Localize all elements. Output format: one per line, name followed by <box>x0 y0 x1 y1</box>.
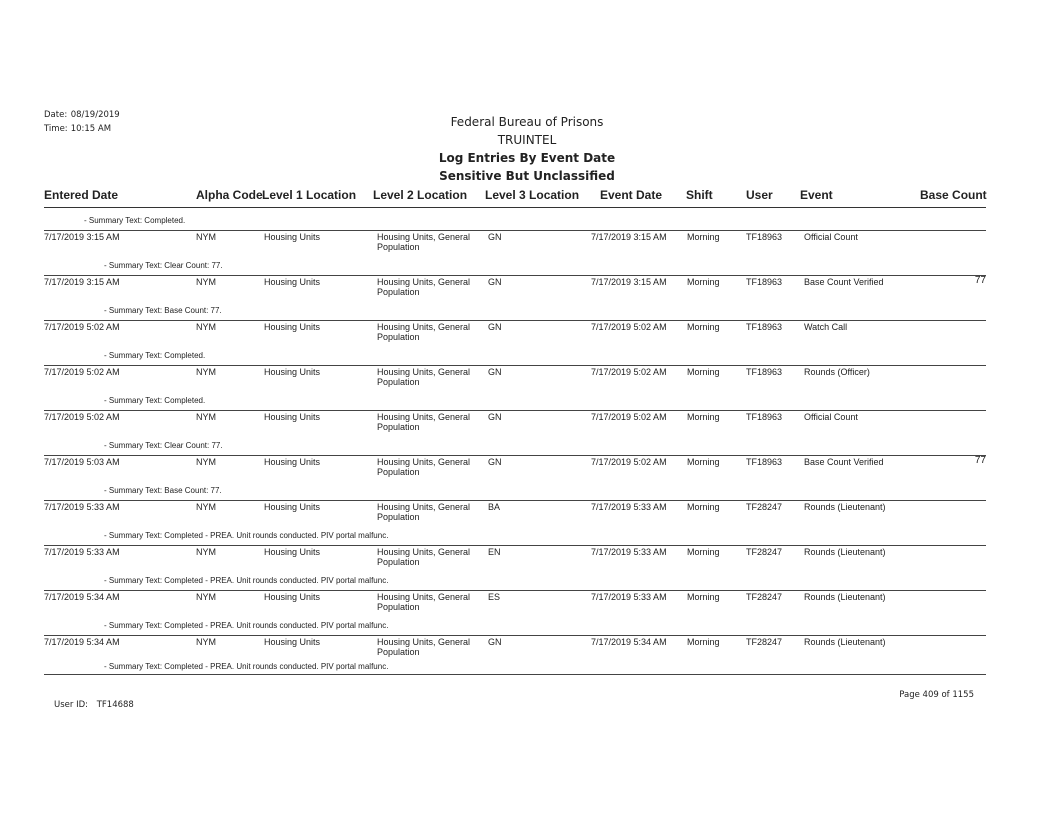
table-row <box>44 261 986 307</box>
base-count-cell: 77 <box>974 455 986 466</box>
summary-text: - Summary Text: Completed. <box>104 396 206 405</box>
col-level2: Level 2 Location <box>373 188 468 202</box>
user-cell: TF18963 <box>746 367 783 377</box>
alpha-code-cell: NYM <box>196 637 216 647</box>
shift-cell: Morning <box>687 322 720 332</box>
level1-cell: Housing Units <box>264 277 321 287</box>
entered-date-cell: 7/17/2019 5:34 AM <box>44 637 120 647</box>
event-cell: Official Count <box>804 232 858 242</box>
level3-cell: GN <box>488 277 502 287</box>
event-cell: Rounds (Lieutenant) <box>804 547 886 557</box>
summary-text: - Summary Text: Clear Count: 77. <box>104 441 223 450</box>
event-date-cell: 7/17/2019 5:33 AM <box>591 592 667 602</box>
user-id-value: TF14688 <box>96 700 134 710</box>
event-date-cell: 7/17/2019 5:33 AM <box>591 502 667 512</box>
entered-date-cell: 7/17/2019 5:02 AM <box>44 367 120 377</box>
col-event-date: Event Date <box>600 188 663 202</box>
entered-date-cell: 7/17/2019 3:15 AM <box>44 232 120 242</box>
user-cell: TF18963 <box>746 277 783 287</box>
report-title: Log Entries By Event Date <box>438 151 616 165</box>
alpha-code-cell: NYM <box>196 412 216 422</box>
level2-cell: Housing Units, General Population <box>377 547 471 567</box>
alpha-code-cell: NYM <box>196 232 216 242</box>
level1-cell: Housing Units <box>264 412 321 422</box>
user-cell: TF28247 <box>746 547 783 557</box>
shift-cell: Morning <box>687 592 720 602</box>
summary-text: - Summary Text: Base Count: 77. <box>104 486 222 495</box>
user-cell: TF28247 <box>746 592 783 602</box>
shift-cell: Morning <box>687 457 720 467</box>
level1-cell: Housing Units <box>264 322 321 332</box>
table-row <box>44 621 986 667</box>
summary-text: - Summary Text: Completed - PREA. Unit rounds conducted. PIV portal malfunc. <box>104 531 389 540</box>
level3-cell: BA <box>488 502 501 512</box>
event-date-cell: 7/17/2019 3:15 AM <box>591 232 667 242</box>
event-cell: Rounds (Officer) <box>804 367 870 377</box>
table-row <box>44 396 986 442</box>
row-rule <box>44 455 986 456</box>
level1-cell: Housing Units <box>264 592 321 602</box>
user-cell: TF18963 <box>746 322 783 332</box>
table-row <box>44 531 986 577</box>
table-row <box>44 216 986 262</box>
row-rule <box>44 320 986 321</box>
row-rule <box>44 365 986 366</box>
date-value: 08/19/2019 <box>70 110 120 120</box>
entered-date-cell: 7/17/2019 5:02 AM <box>44 412 120 422</box>
org-title: Federal Bureau of Prisons <box>450 115 604 129</box>
event-date-cell: 7/17/2019 5:02 AM <box>591 412 667 422</box>
col-level3: Level 3 Location <box>485 188 580 202</box>
table-row <box>44 306 986 352</box>
alpha-code-cell: NYM <box>196 322 216 332</box>
page-number: Page 409 of 1155 <box>899 690 974 700</box>
row-rule <box>44 590 986 591</box>
shift-cell: Morning <box>687 277 720 287</box>
base-count-cell: 77 <box>974 275 986 286</box>
table-row <box>44 576 986 622</box>
level2-cell: Housing Units, General Population <box>377 367 471 387</box>
col-event: Event <box>800 188 833 202</box>
level1-cell: Housing Units <box>264 457 321 467</box>
user-cell: TF18963 <box>746 412 783 422</box>
system-title: TRUINTEL <box>497 133 557 147</box>
event-cell: Official Count <box>804 412 858 422</box>
user-cell: TF28247 <box>746 502 783 512</box>
level3-cell: GN <box>488 412 502 422</box>
event-date-cell: 7/17/2019 5:34 AM <box>591 637 667 647</box>
shift-cell: Morning <box>687 637 720 647</box>
shift-cell: Morning <box>687 547 720 557</box>
report-date <box>44 110 120 120</box>
entered-date-cell: 7/17/2019 5:33 AM <box>44 547 120 557</box>
alpha-code-cell: NYM <box>196 547 216 557</box>
level2-cell: Housing Units, General Population <box>377 277 471 297</box>
event-date-cell: 7/17/2019 3:15 AM <box>591 277 667 287</box>
row-rule <box>44 410 986 411</box>
user-cell: TF18963 <box>746 232 783 242</box>
col-alpha-code: Alpha Code <box>196 188 263 202</box>
table-row <box>44 486 986 532</box>
entered-date-cell: 7/17/2019 5:03 AM <box>44 457 120 467</box>
table-end-rule <box>44 674 986 675</box>
summary-text: - Summary Text: Completed. <box>104 351 206 360</box>
event-cell: Base Count Verified <box>804 457 884 467</box>
alpha-code-cell: NYM <box>196 457 216 467</box>
event-cell: Rounds (Lieutenant) <box>804 637 886 647</box>
entered-date-cell: 7/17/2019 5:02 AM <box>44 322 120 332</box>
user-id-label: User ID: <box>54 700 88 710</box>
level3-cell: GN <box>488 322 502 332</box>
col-base-count: Base Count <box>920 188 987 202</box>
row-rule <box>44 275 986 276</box>
summary-text: - Summary Text: Completed - PREA. Unit rounds conducted. PIV portal malfunc. <box>104 621 389 630</box>
level2-cell: Housing Units, General Population <box>377 637 471 657</box>
entered-date-cell: 7/17/2019 3:15 AM <box>44 277 120 287</box>
col-shift: Shift <box>686 188 713 202</box>
event-cell: Rounds (Lieutenant) <box>804 592 886 602</box>
event-date-cell: 7/17/2019 5:02 AM <box>591 457 667 467</box>
event-cell: Rounds (Lieutenant) <box>804 502 886 512</box>
alpha-code-cell: NYM <box>196 367 216 377</box>
event-date-cell: 7/17/2019 5:02 AM <box>591 367 667 377</box>
time-value: 10:15 AM <box>70 124 112 134</box>
date-label: Date: <box>44 110 68 120</box>
alpha-code-cell: NYM <box>196 277 216 287</box>
table-row <box>44 441 986 487</box>
time-label: Time: <box>44 124 68 134</box>
report-title-block <box>402 113 652 185</box>
level3-cell: ES <box>488 592 501 602</box>
table-row <box>44 351 986 397</box>
col-level1: Level 1 Location <box>262 188 357 202</box>
shift-cell: Morning <box>687 412 720 422</box>
event-cell: Base Count Verified <box>804 277 884 287</box>
summary-text: - Summary Text: Base Count: 77. <box>104 306 222 315</box>
classification-title: Sensitive But Unclassified <box>439 169 615 183</box>
entered-date-cell: 7/17/2019 5:33 AM <box>44 502 120 512</box>
level3-cell: GN <box>488 367 502 377</box>
event-date-cell: 7/17/2019 5:02 AM <box>591 322 667 332</box>
event-cell: Watch Call <box>804 322 848 332</box>
shift-cell: Morning <box>687 502 720 512</box>
footer-user <box>54 700 134 710</box>
report-time <box>44 124 111 134</box>
level2-cell: Housing Units, General Population <box>377 232 471 252</box>
row-rule <box>44 230 986 231</box>
level1-cell: Housing Units <box>264 502 321 512</box>
summary-text: - Summary Text: Completed - PREA. Unit rounds conducted. PIV portal malfunc. <box>104 576 389 585</box>
level3-cell: GN <box>488 637 502 647</box>
entered-date-cell: 7/17/2019 5:34 AM <box>44 592 120 602</box>
col-user: User <box>746 188 773 202</box>
level3-cell: GN <box>488 457 502 467</box>
level2-cell: Housing Units, General Population <box>377 592 471 612</box>
shift-cell: Morning <box>687 232 720 242</box>
user-cell: TF18963 <box>746 457 783 467</box>
level2-cell: Housing Units, General Population <box>377 502 471 522</box>
level3-cell: GN <box>488 232 502 242</box>
final-summary-text: - Summary Text: Completed - PREA. Unit rounds conducted. PIV portal malfunc. <box>104 662 389 671</box>
event-date-cell: 7/17/2019 5:33 AM <box>591 547 667 557</box>
alpha-code-cell: NYM <box>196 592 216 602</box>
shift-cell: Morning <box>687 367 720 377</box>
col-entered-date: Entered Date <box>44 188 119 202</box>
level3-cell: EN <box>488 547 501 557</box>
alpha-code-cell: NYM <box>196 502 216 512</box>
level1-cell: Housing Units <box>264 637 321 647</box>
user-cell: TF28247 <box>746 637 783 647</box>
header-rule <box>44 207 986 208</box>
level2-cell: Housing Units, General Population <box>377 322 471 342</box>
row-rule <box>44 545 986 546</box>
row-rule <box>44 500 986 501</box>
level1-cell: Housing Units <box>264 367 321 377</box>
summary-text: - Summary Text: Completed. <box>84 216 186 225</box>
level1-cell: Housing Units <box>264 232 321 242</box>
level1-cell: Housing Units <box>264 547 321 557</box>
level2-cell: Housing Units, General Population <box>377 412 471 432</box>
row-rule <box>44 635 986 636</box>
summary-text: - Summary Text: Clear Count: 77. <box>104 261 223 270</box>
level2-cell: Housing Units, General Population <box>377 457 471 477</box>
